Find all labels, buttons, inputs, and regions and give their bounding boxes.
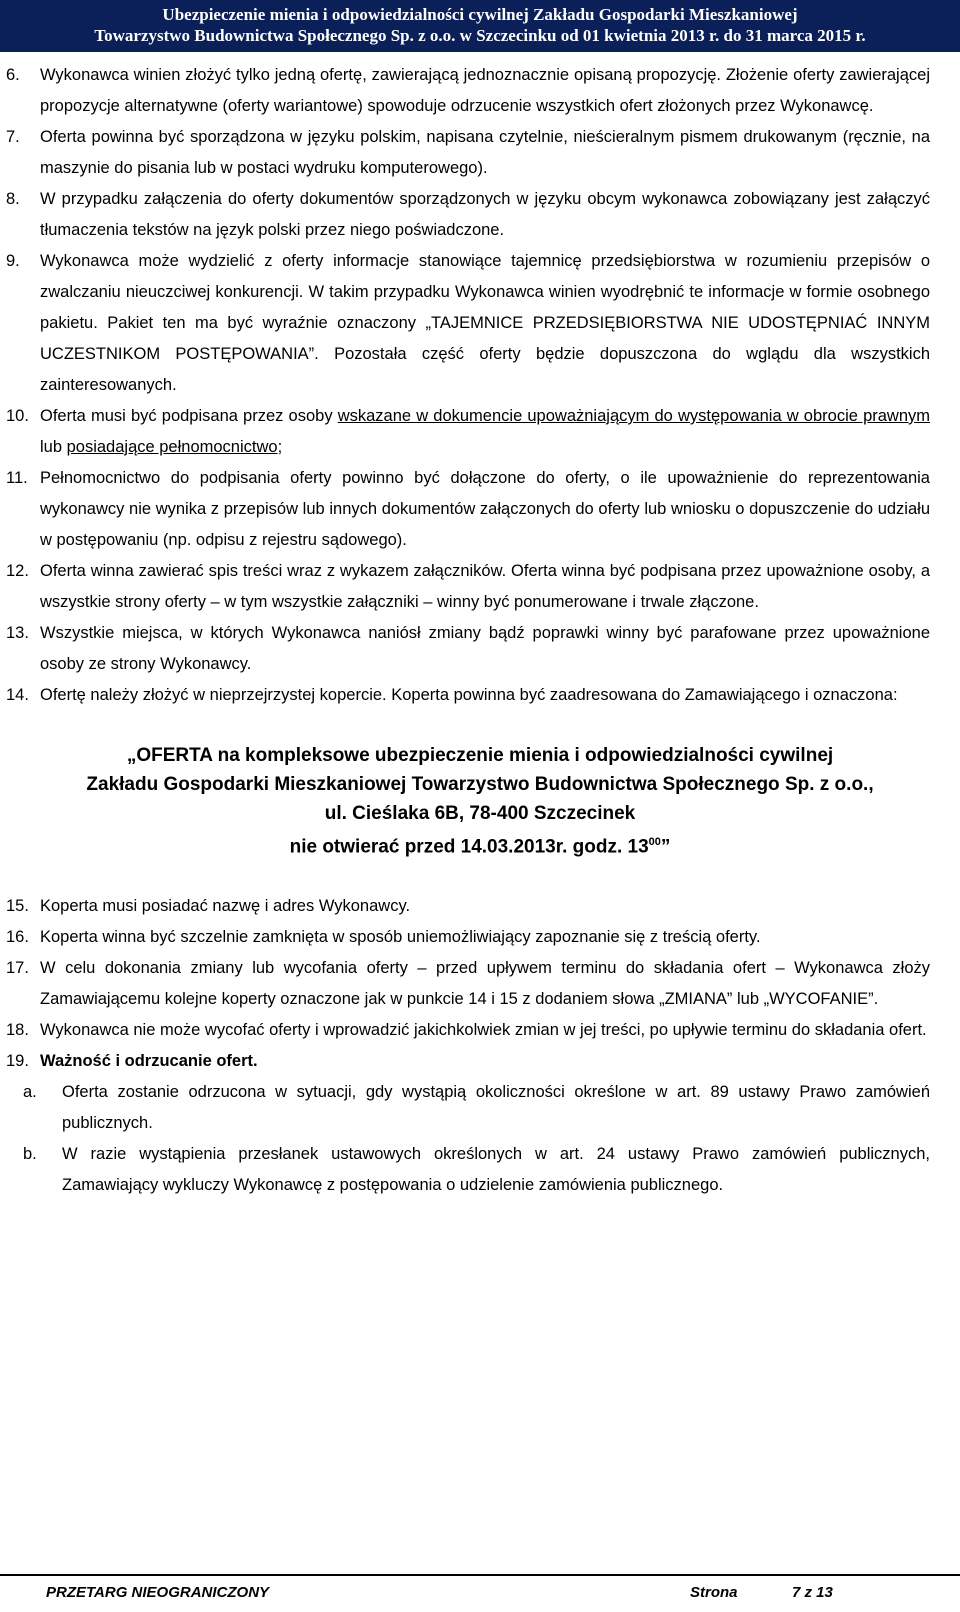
item-text: Oferta musi być podpisana przez osoby bbox=[40, 407, 338, 425]
item-number: 8. bbox=[6, 190, 20, 208]
underlined-text: posiadające pełnomocnictwo bbox=[66, 438, 278, 456]
envelope-closing-quote: ” bbox=[660, 836, 671, 858]
item-text: Oferta powinna być sporządzona w języku polskim, napisana czytelnie, nieścieralnym pismem drukowanym (ręcznie, na maszynie do pisania lub w postaci wydruku komputerowego). bbox=[40, 128, 930, 177]
item-number: 18. bbox=[6, 1021, 29, 1040]
list-item-11 bbox=[0, 463, 960, 556]
header-line-1: Ubezpieczenie mienia i odpowiedzialności cywilnej Zakładu Gospodarki Mieszkaniowej bbox=[162, 5, 798, 24]
sub-item-a bbox=[0, 1077, 960, 1139]
item-text: W przypadku załączenia do oferty dokumentów sporządzonych w języku obcym wykonawca zobowiązany jest załączyć tłumaczenia tekstów na język polski przez niego poświadczone. bbox=[40, 190, 930, 239]
envelope-line-2: Zakładu Gospodarki Mieszkaniowej Towarzystwo Budownictwa Społecznego Sp. z o.o., bbox=[86, 774, 874, 795]
footer-page-number: 7 z 13 bbox=[792, 1584, 833, 1601]
page-footer bbox=[0, 1574, 960, 1612]
item-number: 9. bbox=[6, 252, 20, 270]
item-text: W celu dokonania zmiany lub wycofania oferty – przed upływem terminu do składania ofert – Wykonawca złoży Zamawiającemu kolejne koperty oznaczone jak w punkcie 14 i 15 z dodaniem słowa „ZMIANA” lub „WYCOFANIE”. bbox=[40, 959, 930, 1009]
item-number: 13. bbox=[6, 624, 29, 642]
item-letter: a. bbox=[23, 1083, 37, 1102]
item-text: Koperta musi posiadać nazwę i adres Wykonawcy. bbox=[40, 897, 411, 916]
list-item-7 bbox=[0, 122, 960, 184]
list-item-19 bbox=[0, 1046, 960, 1077]
list-item-18 bbox=[0, 1015, 960, 1046]
sub-item-b bbox=[0, 1139, 960, 1201]
item-text: Pełnomocnictwo do podpisania oferty powinno być dołączone do oferty, o ile upoważnienie do reprezentowania wykonawcy nie wynika z przepisów lub innych dokumentów załączonych do oferty lub wniosku o dopuszczenie do udziału w postępowaniu (np. odpisu z rejestru sądowego). bbox=[40, 469, 930, 549]
document-content bbox=[0, 60, 960, 1201]
header-line-2: Towarzystwo Budownictwa Społecznego Sp. z o.o. w Szczecinku od 01 kwietnia 2013 r. do 31 marca 2015 r. bbox=[94, 26, 866, 45]
list-item-6 bbox=[0, 60, 960, 122]
section-heading: Ważność i odrzucanie ofert. bbox=[40, 1052, 258, 1071]
list-item-12 bbox=[0, 556, 960, 618]
item-number: 15. bbox=[6, 897, 29, 916]
item-text: Ofertę należy złożyć w nieprzejrzystej kopercie. Koperta powinna być zaadresowana do Zamawiającego i oznaczona: bbox=[40, 686, 898, 704]
item-text: Wykonawca nie może wycofać oferty i wprowadzić jakichkolwiek zmian w jej treści, po upływie terminu do składania ofert. bbox=[40, 1021, 927, 1040]
envelope-deadline: nie otwierać przed 14.03.2013r. godz. 13 bbox=[289, 836, 649, 858]
list-item-10 bbox=[0, 401, 960, 463]
item-text: Oferta zostanie odrzucona w sytuacji, gdy wystąpią okoliczności określone w art. 89 ustawy Prawo zamówień publicznych. bbox=[62, 1083, 930, 1133]
list-item-17 bbox=[0, 953, 960, 1015]
list-item-16 bbox=[0, 922, 960, 953]
item-text: lub bbox=[40, 438, 67, 456]
envelope-label bbox=[0, 741, 960, 861]
item-number: 12. bbox=[6, 562, 29, 580]
list-item-9 bbox=[0, 246, 960, 401]
list-item-8 bbox=[0, 184, 960, 246]
item-text: W razie wystąpienia przesłanek ustawowych określonych w art. 24 ustawy Prawo zamówień publicznych, Zamawiający wykluczy Wykonawcę z postępowania o udzielenie zamówienia publicznego. bbox=[62, 1145, 930, 1195]
item-text: Koperta winna być szczelnie zamknięta w sposób uniemożliwiający zapoznanie się z treścią oferty. bbox=[40, 928, 761, 947]
item-number: 7. bbox=[6, 128, 20, 146]
list-item-13 bbox=[0, 618, 960, 680]
envelope-line-1: „OFERTA na kompleksowe ubezpieczenie mienia i odpowiedzialności cywilnej bbox=[126, 745, 834, 766]
envelope-line-4 bbox=[0, 828, 960, 861]
page-header bbox=[0, 0, 960, 52]
item-number: 14. bbox=[6, 686, 29, 704]
item-number: 11. bbox=[6, 469, 28, 487]
footer-procedure: PRZETARG NIEOGRANICZONY bbox=[46, 1584, 270, 1601]
item-number: 19. bbox=[6, 1052, 29, 1071]
item-text: Wykonawca może wydzielić z oferty informacje stanowiące tajemnicę przedsiębiorstwa w rozumieniu przepisów o zwalczaniu nieuczciwej konkurencji. W takim przypadku Wykonawca winien wyodrębnić te informacje w formie osobnego pakietu. Pakiet ten ma być wyraźnie oznaczony „TAJEMNICE PRZEDSIĘBIORSTWA NIE UDOSTĘPNIAĆ INNYM UCZESTNIKOM POSTĘPOWANIA”. Pozostała część oferty będzie dopuszczona do wglądu dla wszystkich zainteresowanych. bbox=[40, 252, 930, 394]
item-number: 16. bbox=[6, 928, 29, 947]
item-number: 6. bbox=[6, 66, 20, 84]
list-item-14 bbox=[0, 680, 960, 711]
footer-page-label: Strona bbox=[690, 1584, 738, 1601]
item-text: Oferta winna zawierać spis treści wraz z wykazem załączników. Oferta winna być podpisana przez upoważnione osoby, a wszystkie strony oferty – w tym wszystkie załączniki – winny być ponumerowane i trwale złączone. bbox=[40, 562, 930, 611]
item-text: Wszystkie miejsca, w których Wykonawca naniósł zmiany bądź poprawki winny być parafowane przez upoważnione osoby ze strony Wykonawcy. bbox=[40, 624, 930, 673]
item-text: ; bbox=[277, 438, 283, 456]
item-letter: b. bbox=[23, 1145, 37, 1164]
item-number: 10. bbox=[6, 407, 29, 425]
underlined-text: wskazane w dokumencie upoważniającym do występowania w obrocie prawnym bbox=[337, 407, 930, 425]
item-number: 17. bbox=[6, 959, 29, 978]
envelope-line-3: ul. Cieślaka 6B, 78-400 Szczecinek bbox=[324, 803, 636, 824]
list-item-15 bbox=[0, 891, 960, 922]
envelope-deadline-minutes: 00 bbox=[648, 836, 661, 848]
item-text: Wykonawca winien złożyć tylko jedną ofertę, zawierającą jednoznacznie opisaną propozycję. Złożenie oferty zawierającej propozycje alternatywne (oferty wariantowe) spowoduje odrzucenie wszystkich ofert złożonych przez Wykonawcę. bbox=[40, 66, 930, 115]
